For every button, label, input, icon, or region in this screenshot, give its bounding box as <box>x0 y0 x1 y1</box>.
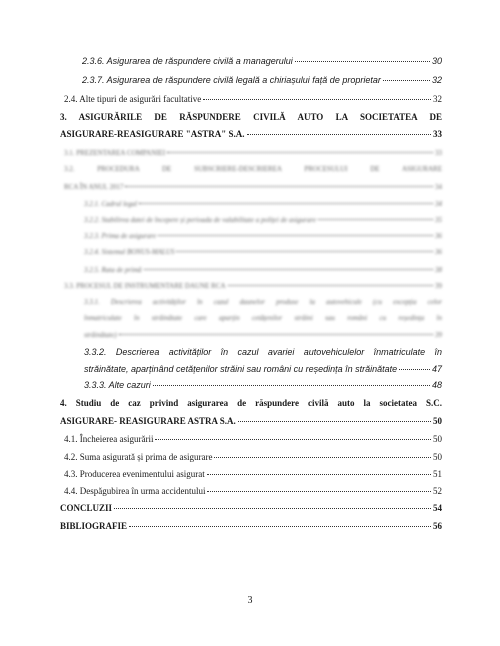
toc-page-number: 48 <box>431 380 442 390</box>
toc-leader-dots <box>144 262 433 270</box>
toc-leader-dots <box>139 196 433 204</box>
toc-entry-title: 4.3. Producerea evenimentului asigurat <box>64 469 205 479</box>
toc-entry-3-1[interactable] <box>64 147 442 159</box>
toc-page-number: 36 <box>435 248 442 256</box>
toc-entry-4-4[interactable] <box>64 486 442 497</box>
toc-leader-dots <box>176 244 433 252</box>
toc-entry-title: ASIGURARE- REASIGURARE ASTRA S.A. <box>60 416 236 426</box>
toc-entry-2-4[interactable] <box>64 94 442 105</box>
page-number: 3 <box>247 595 253 606</box>
toc-entry-3-2-5[interactable] <box>84 264 442 276</box>
toc-chapter-3-line1[interactable]: 3. ASIGURĂRILE DE RĂSPUNDERE CIVILĂ AUTO LA SOCIETATEA DE <box>60 112 442 122</box>
toc-page-number: 54 <box>433 503 442 513</box>
toc-page-number: 47 <box>431 364 442 374</box>
toc-chapter-3[interactable] <box>60 129 442 140</box>
toc-leader-dots <box>167 145 433 153</box>
toc-entry-2-3-7[interactable] <box>82 75 442 86</box>
toc-page-number: 39 <box>435 331 442 339</box>
toc-conclusions[interactable] <box>60 503 442 514</box>
toc-leader-dots <box>383 73 430 81</box>
toc-leader-dots <box>207 484 431 492</box>
toc-page-number: 39 <box>435 282 442 290</box>
toc-leader-dots <box>238 414 431 422</box>
toc-entry-3-3[interactable] <box>64 280 442 292</box>
toc-leader-dots <box>318 212 433 220</box>
toc-entry-3-3-1-line1[interactable]: 3.3.1. Descrierea activităților în cazul daunelor produse la autovehicule (cu excepția celor <box>84 298 442 306</box>
toc-page-number: 38 <box>435 266 442 274</box>
toc-entry-4-2[interactable] <box>64 452 442 463</box>
toc-page-number: 50 <box>433 416 442 426</box>
toc-leader-dots <box>153 378 430 386</box>
toc-leader-dots <box>399 362 430 370</box>
toc-leader-dots <box>155 432 431 440</box>
toc-entry-3-3-2-line1[interactable]: 3.3.2. Descrierea activităților în cazul avariei autovehiculelor înmatriculate în <box>84 347 442 357</box>
toc-entry-3-3-2[interactable] <box>84 364 442 375</box>
toc-entry-title: 4.2. Suma asigurată și prima de asigurare <box>64 452 213 462</box>
toc-page-number: 32 <box>433 94 442 104</box>
toc-page-number: 33 <box>433 129 442 139</box>
toc-entry-title: 3.2.2. Stabilirea datei de începere și perioada de valabilitate a poliței de asigurare <box>84 216 316 224</box>
toc-chapter-4-line1[interactable]: 4. Studiu de caz privind asigurarea de răspundere civilă auto la societatea S.C. <box>60 398 442 408</box>
toc-page-number: 34 <box>435 200 442 208</box>
toc-entry-3-3-1[interactable] <box>84 329 442 341</box>
toc-entry-title: 3.3.3. Alte cazuri <box>84 380 151 390</box>
toc-entry-4-1[interactable] <box>64 434 442 445</box>
toc-leader-dots <box>158 228 433 236</box>
toc-entry-3-2-4[interactable] <box>84 246 442 258</box>
toc-entry-2-3-6[interactable] <box>82 56 442 67</box>
toc-page-number: 52 <box>433 486 442 496</box>
toc-entry-3-2-line1[interactable]: 3.2. PROCEDURA DE SUBSCRIERE-DESCRIEREA PROCESULUI DE ASIGURARE <box>64 165 442 173</box>
toc-page-number: 35 <box>435 216 442 224</box>
toc-leader-dots <box>114 501 431 509</box>
toc-page-number: 50 <box>433 434 442 444</box>
toc-entry-title: 3.2.4. Sistemul BONUS-MALUS <box>84 248 175 256</box>
toc-leader-dots <box>119 327 433 335</box>
toc-entry-title: 3.1. PREZENTAREA COMPANIEI <box>64 149 166 157</box>
toc-page-number: 36 <box>435 232 442 240</box>
toc-entry-title: CONCLUZII <box>60 503 113 513</box>
toc-entry-title: 2.4. Alte tipuri de asigurări facultative <box>64 94 202 104</box>
toc-entry-title: 3.2.3. Prima de asigurare <box>84 232 157 240</box>
toc-page-number: 56 <box>433 521 442 531</box>
toc-leader-dots <box>125 179 433 187</box>
toc-entry-3-3-1-line2[interactable]: înmatriculate în străinătate care aparțin cetățenilor străini sau români cu reședința în <box>84 314 442 322</box>
toc-entry-title: 2.3.7. Asigurarea de răspundere civilă legală a chiriașului față de proprietar <box>82 75 381 85</box>
toc-entry-3-2[interactable] <box>64 181 442 193</box>
toc-entry-title: 2.3.6. Asigurarea de răspundere civilă a managerului <box>82 56 293 66</box>
toc-entry-title: RCA ÎN ANUL 2017 <box>64 183 124 191</box>
toc-leader-dots <box>247 127 431 135</box>
toc-entry-title: străinătate) <box>84 331 117 339</box>
toc-entry-title: BIBLIOGRAFIE <box>60 521 128 531</box>
toc-page-number: 34 <box>435 183 442 191</box>
toc-entry-3-3-3[interactable] <box>84 380 442 391</box>
toc-entry-title: 3.2.1. Cadrul legal <box>84 200 138 208</box>
toc-leader-dots <box>295 54 430 62</box>
toc-page-number: 50 <box>433 452 442 462</box>
toc-entry-title: 3.3. PROCESUL DE INSTRUMENTARE DAUNE RCA <box>64 282 226 290</box>
toc-entry-title: străinătate, aparținând cetățenilor străini sau români cu reședința în străinătate <box>84 364 398 374</box>
toc-entry-title: 4.1. Încheierea asigurării <box>64 434 154 444</box>
toc-leader-dots <box>203 92 431 100</box>
toc-page-number: 33 <box>435 149 442 157</box>
toc-page-number: 30 <box>431 56 442 66</box>
toc-entry-4-3[interactable] <box>64 469 442 480</box>
toc-entry-3-2-2[interactable] <box>84 214 442 226</box>
toc-entry-title: ASIGURARE-REASIGURARE "ASTRA" S.A. <box>60 129 245 139</box>
toc-page-number: 32 <box>431 75 442 85</box>
toc-chapter-4[interactable] <box>60 416 442 427</box>
toc-page-number: 51 <box>433 469 442 479</box>
toc-leader-dots <box>214 450 431 458</box>
toc-entry-title: 4.4. Despăgubirea în urma accidentului <box>64 486 206 496</box>
toc-entry-3-2-1[interactable] <box>84 198 442 210</box>
toc-leader-dots <box>228 278 433 286</box>
toc-leader-dots <box>207 467 431 475</box>
toc-entry-3-2-3[interactable] <box>84 230 442 242</box>
toc-leader-dots <box>129 519 431 527</box>
toc-bibliography[interactable] <box>60 521 442 532</box>
toc-entry-title: 3.2.5. Rata de primă <box>84 266 142 274</box>
